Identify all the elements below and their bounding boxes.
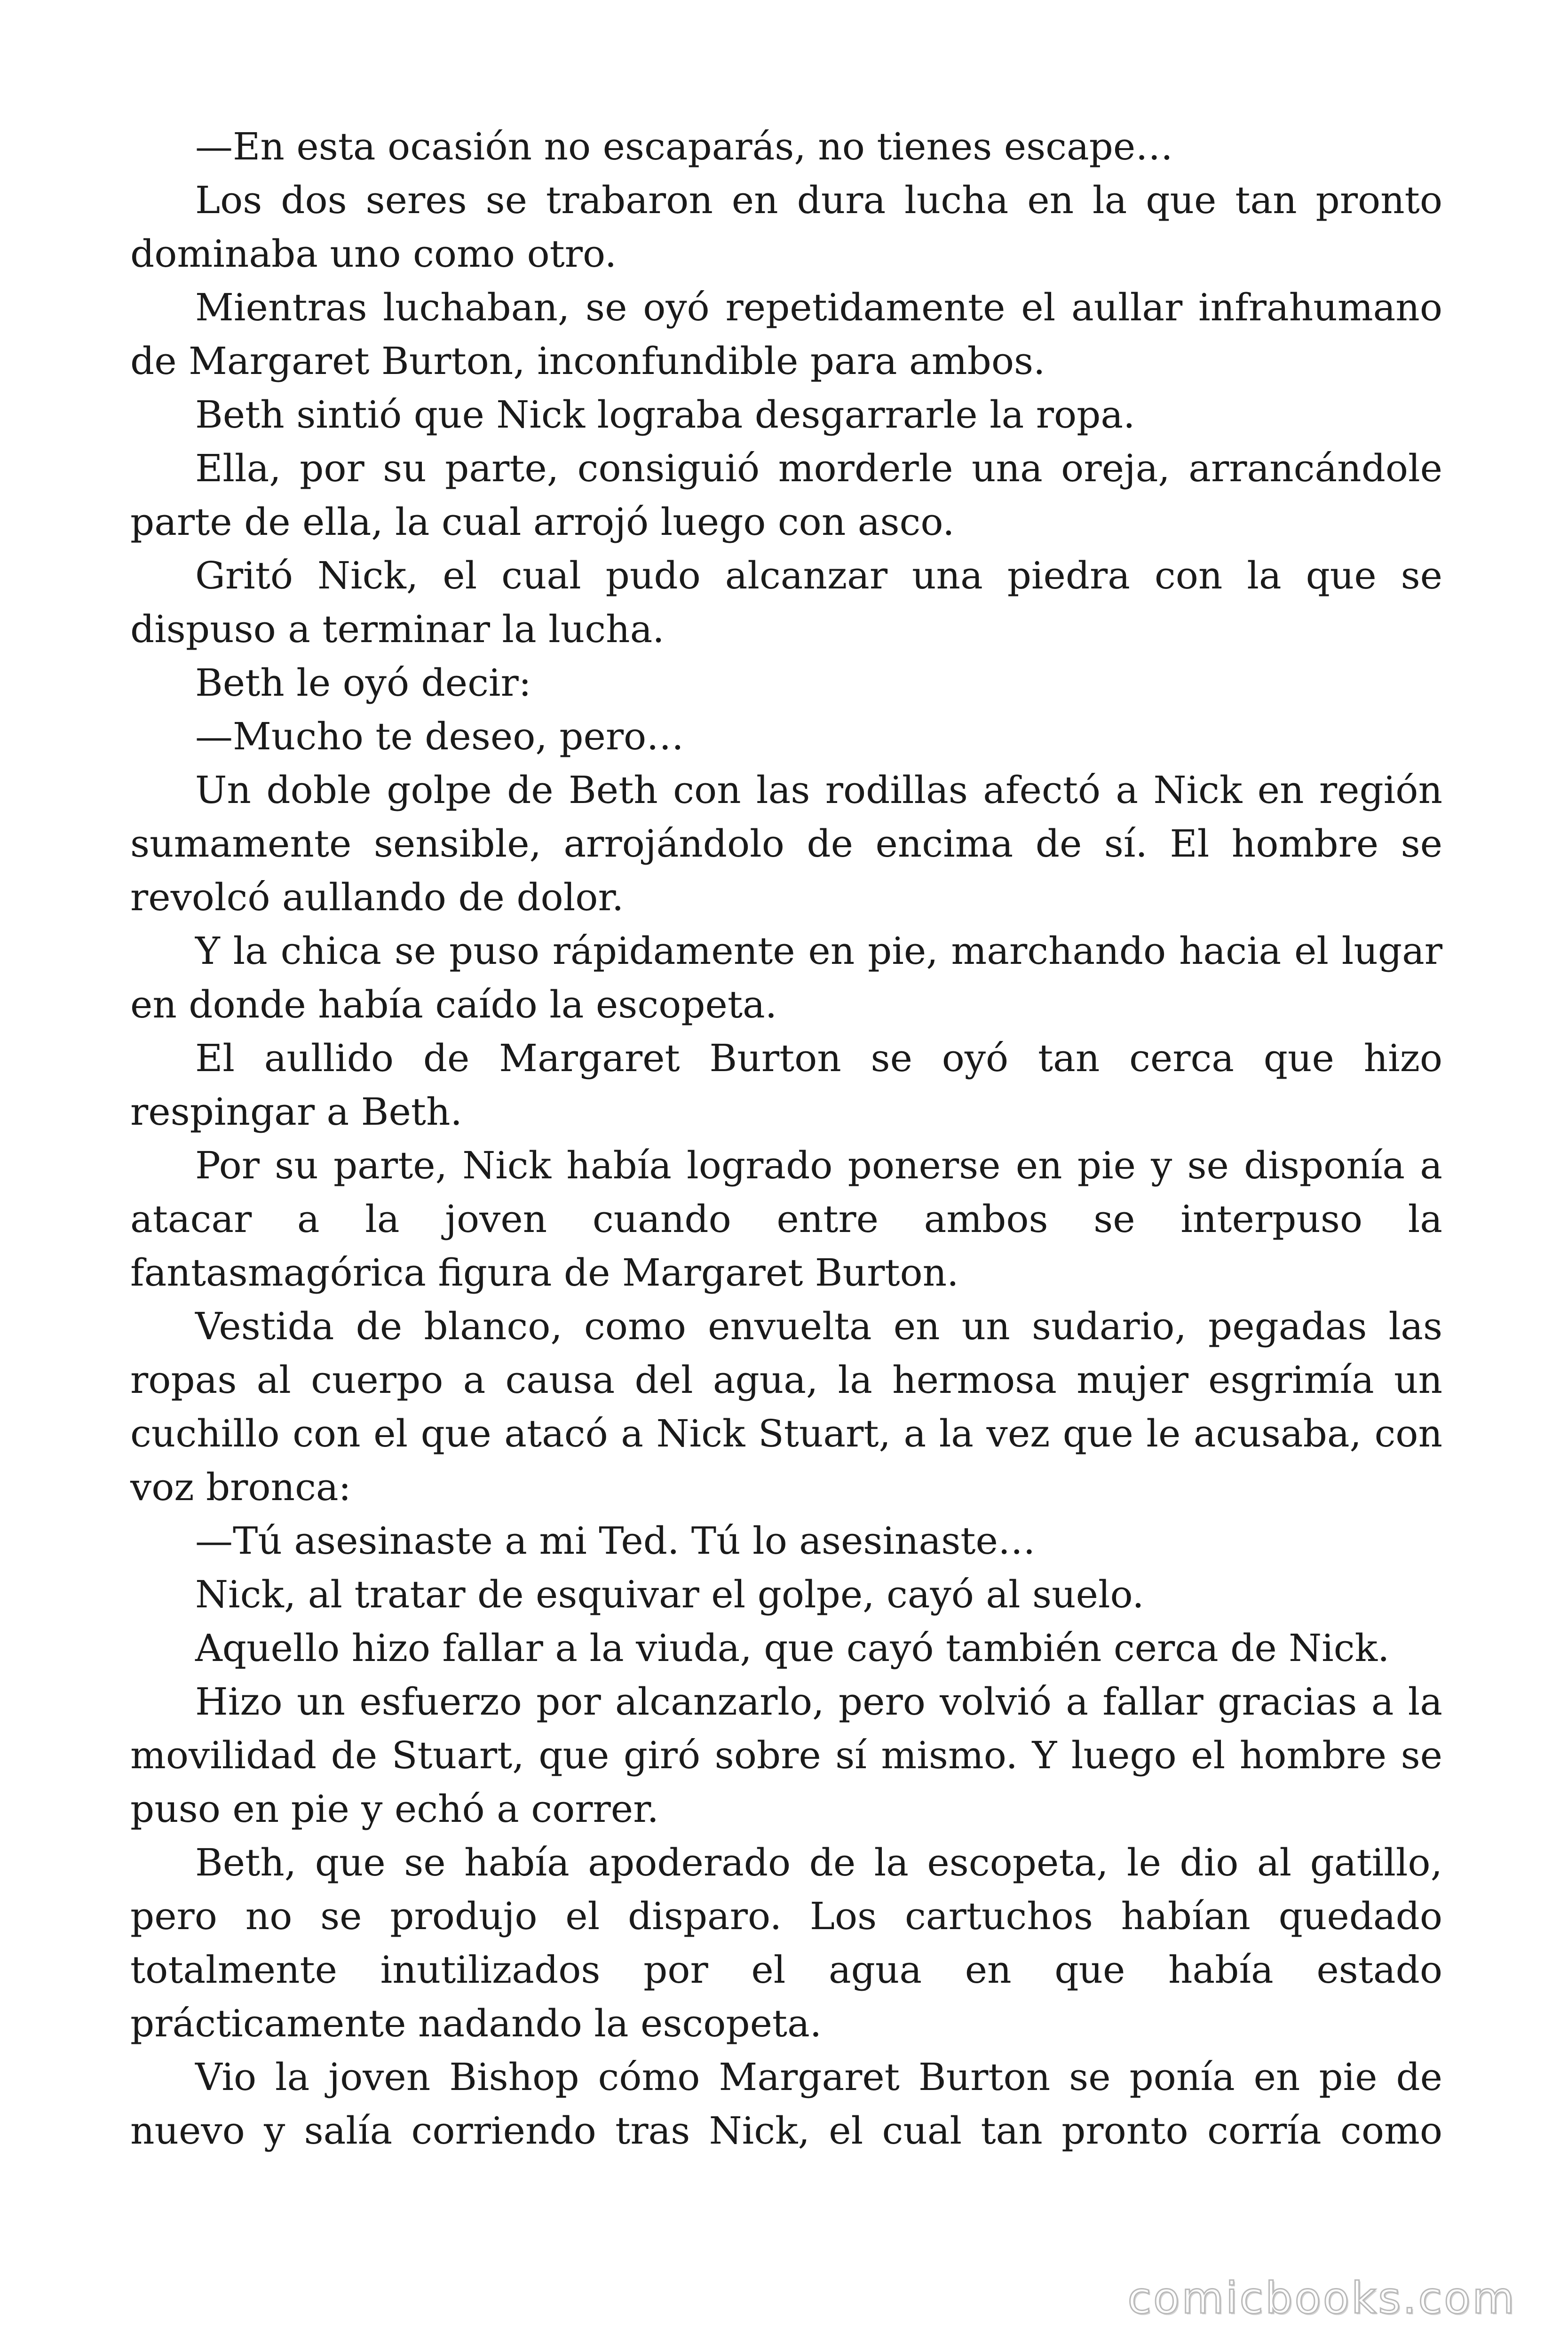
paragraph: —Tú asesinaste a mi Ted. Tú lo asesinaste… <box>195 1519 1036 1563</box>
paragraph: —En esta ocasión no escaparás, no tienes escape… <box>195 125 1173 168</box>
paragraph: Nick, al tratar de esquivar el golpe, cayó al suelo. <box>195 1573 1144 1616</box>
paragraph: Los dos seres se trabaron en dura lucha en la que tan pronto dominaba uno como otro. <box>130 178 1442 276</box>
paragraph: Beth le oyó decir: <box>195 661 531 705</box>
paragraph: Y la chica se puso rápidamente en pie, marchando hacia el lugar en donde había caído la escopeta. <box>130 929 1442 1026</box>
paragraph: Beth sintió que Nick lograba desgarrarle la ropa. <box>195 393 1135 437</box>
paragraph: Por su parte, Nick había logrado ponerse en pie y se disponía a atacar a la joven cuando entre ambos se interpuso la fantasmagórica figura de Margaret Burton. <box>130 1144 1442 1295</box>
paragraph: Un doble golpe de Beth con las rodillas afectó a Nick en región sumamente sensible, arrojándolo de encima de sí. El hombre se revolcó aullando de dolor. <box>130 768 1442 919</box>
paragraph: Mientras luchaban, se oyó repetidamente el aullar infrahumano de Margaret Burton, inconfundible para ambos. <box>130 286 1442 383</box>
paragraph: Aquello hizo fallar a la viuda, que cayó también cerca de Nick. <box>195 1626 1390 1670</box>
paragraph: El aullido de Margaret Burton se oyó tan cerca que hizo respingar a Beth. <box>130 1036 1442 1134</box>
paragraph: Beth, que se había apoderado de la escopeta, le dio al gatillo, pero no se produjo el disparo. Los cartuchos habían quedado totalmente inutilizados por el agua en que había estado prácticamente nadando la escopeta. <box>130 1841 1442 2045</box>
paragraph: Gritó Nick, el cual pudo alcanzar una piedra con la que se dispuso a terminar la lucha. <box>130 554 1442 651</box>
body-text <box>130 120 1442 2158</box>
paragraph: Vio la joven Bishop cómo Margaret Burton se ponía en pie de nuevo y salía corriendo tras Nick, el cual tan pronto corría como <box>130 2055 1442 2153</box>
paragraph: Hizo un esfuerzo por alcanzarlo, pero volvió a fallar gracias a la movilidad de Stuart, que giró sobre sí mismo. Y luego el hombre se puso en pie y echó a correr. <box>130 1680 1442 1831</box>
paragraph: —Mucho te deseo, pero… <box>195 715 684 758</box>
watermark: comicbooks.com <box>1127 2273 1516 2323</box>
paragraph: Ella, por su parte, consiguió morderle una oreja, arrancándole parte de ella, la cual arrojó luego con asco. <box>130 446 1442 544</box>
paragraph: Vestida de blanco, como envuelta en un sudario, pegadas las ropas al cuerpo a causa del agua, la hermosa mujer esgrimía un cuchillo con el que atacó a Nick Stuart, a la vez que le acusaba, con voz bronca: <box>130 1304 1442 1509</box>
